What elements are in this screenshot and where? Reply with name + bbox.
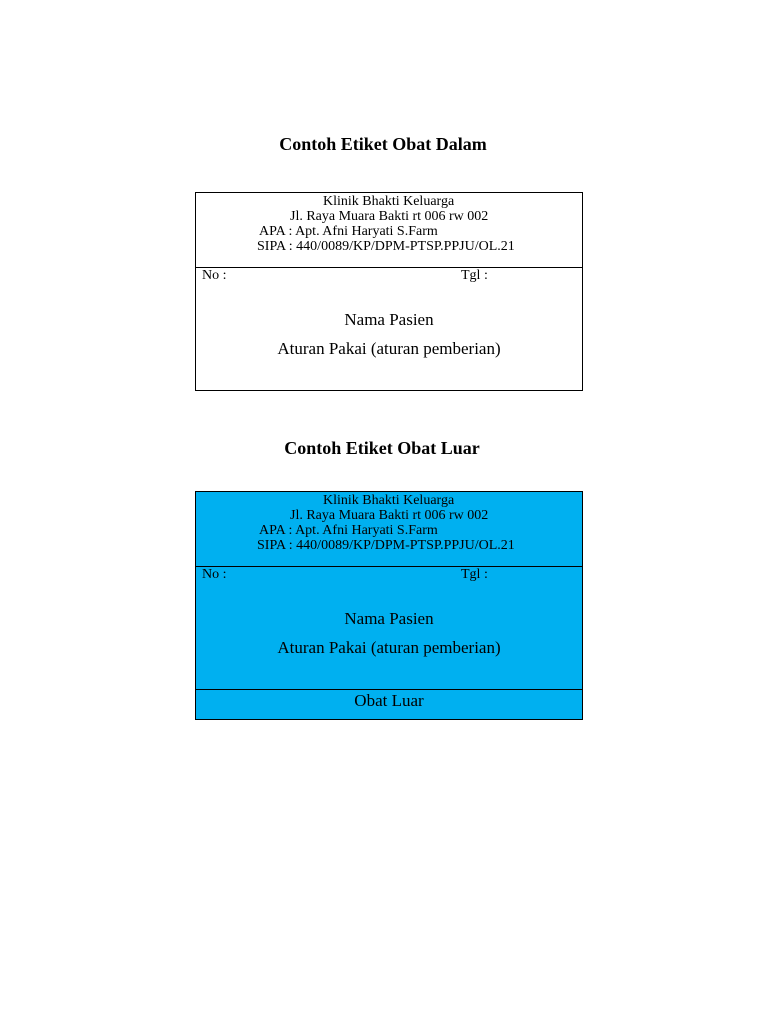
label-header: [196, 193, 582, 268]
clinic-sipa: SIPA : 440/0089/KP/DPM-PTSP.PPJU/OL.21: [257, 239, 515, 254]
label-body: [196, 305, 582, 363]
label-header: [196, 492, 582, 567]
oral-medicine-label: [195, 192, 583, 391]
clinic-apa: APA : Apt. Afni Haryati S.Farm: [259, 224, 438, 239]
label-body: [196, 604, 582, 662]
usage-instructions: Aturan Pakai (aturan pemberian): [277, 638, 501, 657]
clinic-name: Klinik Bhakti Keluarga: [323, 493, 455, 508]
external-medicine-label: [195, 491, 583, 720]
field-tgl: Tgl :: [461, 268, 488, 283]
label-meta-row: [196, 268, 582, 286]
patient-name: Nama Pasien: [344, 609, 434, 628]
external-use-footer: Obat Luar: [196, 689, 582, 719]
field-tgl: Tgl :: [461, 567, 488, 582]
field-no: No :: [202, 268, 227, 283]
clinic-name: Klinik Bhakti Keluarga: [323, 194, 455, 209]
patient-name: Nama Pasien: [344, 310, 434, 329]
field-no: No :: [202, 567, 227, 582]
clinic-sipa: SIPA : 440/0089/KP/DPM-PTSP.PPJU/OL.21: [257, 538, 515, 553]
clinic-apa: APA : Apt. Afni Haryati S.Farm: [259, 523, 438, 538]
clinic-address: Jl. Raya Muara Bakti rt 006 rw 002: [290, 508, 489, 523]
usage-instructions: Aturan Pakai (aturan pemberian): [277, 339, 501, 358]
title-external-label: Contoh Etiket Obat Luar: [284, 438, 480, 458]
title-oral-label: Contoh Etiket Obat Dalam: [279, 134, 487, 154]
label-meta-row: [196, 567, 582, 585]
clinic-address: Jl. Raya Muara Bakti rt 006 rw 002: [290, 209, 489, 224]
